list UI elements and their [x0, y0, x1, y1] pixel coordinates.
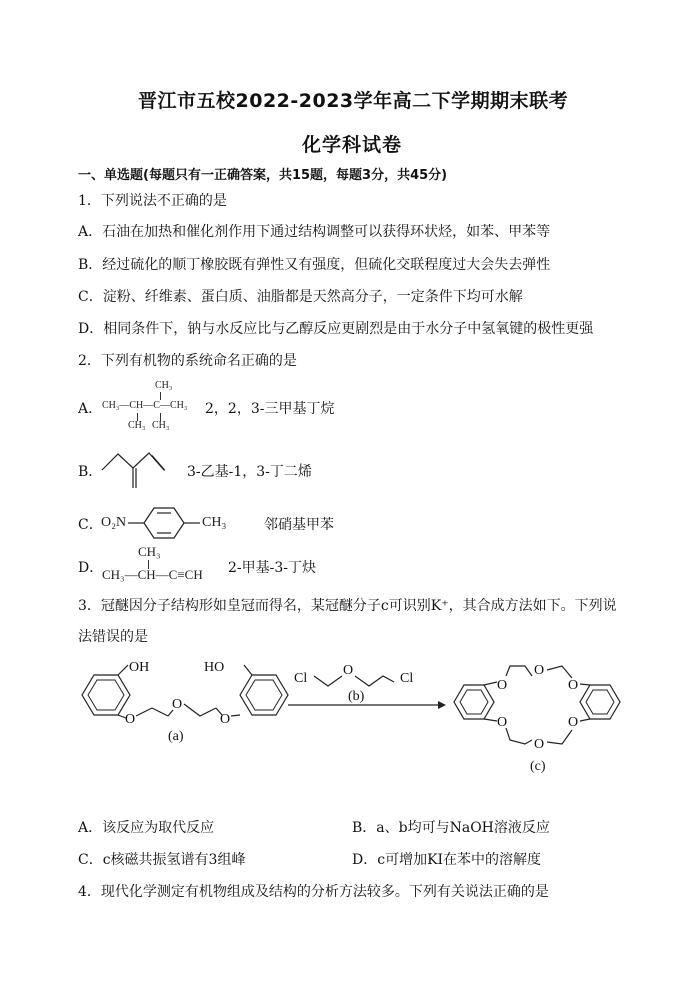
q3-stem-line1: 3．冠醚因分子结构形如皇冠而得名，某冠醚分子c可识别K⁺，其合成方法如下。下列说	[78, 598, 617, 614]
q3-stem-line2: 法错误的是	[78, 629, 148, 645]
q2a-bond-top	[160, 392, 161, 400]
svg-text:(c): (c)	[530, 759, 546, 774]
svg-text:(b): (b)	[348, 689, 365, 704]
q2a-ch3-top: CH₃	[155, 380, 173, 391]
q2d-ch3-top: CH₃	[138, 544, 161, 559]
q2-option-d-name: 2-甲基-3-丁炔	[228, 560, 317, 576]
q2-option-a-name: 2，2，3-三甲基丁烷	[205, 401, 335, 417]
q2-option-b-name: 3-乙基-1，3-丁二烯	[187, 464, 312, 480]
q2-option-a-letter: A．	[78, 401, 103, 417]
q3-reaction-scheme	[72, 660, 632, 780]
q4-stem: 4．现代化学测定有机物组成及结构的分析方法较多。下列有关说法正确的是	[78, 884, 549, 900]
exam-subtitle: 化学科试卷	[302, 134, 403, 156]
q2c-methyl-group: CH₃	[202, 515, 227, 530]
q2d-main-chain: CH₃—CH—C≡CH	[102, 567, 203, 582]
q1-option-c: C．淀粉、纤维素、蛋白质、油脂都是天然高分子，一定条件下均可水解	[78, 289, 523, 305]
q2-option-d-letter: D．	[78, 560, 104, 576]
q2-stem: 2．下列有机物的系统命名正确的是	[78, 353, 297, 369]
q2a-ch3-bottom-left: CH₃	[128, 420, 146, 431]
q2-option-c-letter: C．	[78, 517, 103, 533]
q1-option-b: B．经过硫化的顺丁橡胶既有弹性又有强度，但硫化交联程度过大会失去弹性	[78, 257, 551, 273]
svg-text:O: O	[534, 737, 545, 752]
compound-c-crown-ether	[454, 663, 620, 774]
q3-option-b: B．a、b均可与NaOH溶液反应	[352, 820, 550, 836]
q2a-ch3-bottom-right: CH₃	[152, 420, 170, 431]
q2b-skeletal-structure	[100, 448, 175, 490]
svg-text:O: O	[534, 663, 545, 678]
svg-text:O: O	[568, 678, 579, 693]
svg-text:O: O	[172, 697, 183, 712]
svg-text:O: O	[220, 712, 231, 727]
svg-text:(a): (a)	[168, 729, 184, 744]
q3-option-c: C．c核磁共振氢谱有3组峰	[78, 852, 246, 868]
q1-stem: 1．下列说法不正确的是	[78, 193, 227, 209]
q3-option-d: D．c可增加KI在苯中的溶解度	[352, 852, 542, 868]
svg-text:HO: HO	[204, 660, 225, 675]
section-heading: 一、单选题(每题只有一正确答案，共15题，每题3分，共45分)	[78, 168, 448, 183]
q1-option-a: A．石油在加热和催化剂作用下通过结构调整可以获得环状烃，如苯、甲苯等	[78, 224, 551, 240]
svg-text:O: O	[568, 715, 579, 730]
svg-text:O: O	[343, 663, 354, 678]
svg-text:O: O	[497, 715, 508, 730]
svg-text:OH: OH	[129, 660, 150, 675]
svg-text:O: O	[125, 712, 136, 727]
q2-option-c-name: 邻硝基甲苯	[264, 517, 334, 533]
q2-option-b-letter: B．	[78, 464, 103, 480]
compound-a-structure	[82, 660, 288, 744]
svg-text:Cl: Cl	[294, 671, 308, 686]
q3-option-a: A．该反应为取代反应	[78, 820, 215, 836]
svg-text:O: O	[497, 678, 508, 693]
exam-title: 晋江市五校2022-2023学年高二下学期期末联考	[138, 90, 569, 112]
svg-text:Cl: Cl	[400, 671, 414, 686]
reaction-arrow-with-reagent-b	[288, 663, 446, 709]
q2a-main-chain: CH₃—CH—C—CH₃	[102, 400, 188, 411]
q2c-nitro-group: O₂N	[101, 515, 127, 530]
q1-option-d: D．相同条件下，钠与水反应比与乙醇反应更剧烈是由于水分子中氢氧键的极性更强	[78, 321, 594, 337]
q2c-benzene-ring	[128, 505, 208, 541]
